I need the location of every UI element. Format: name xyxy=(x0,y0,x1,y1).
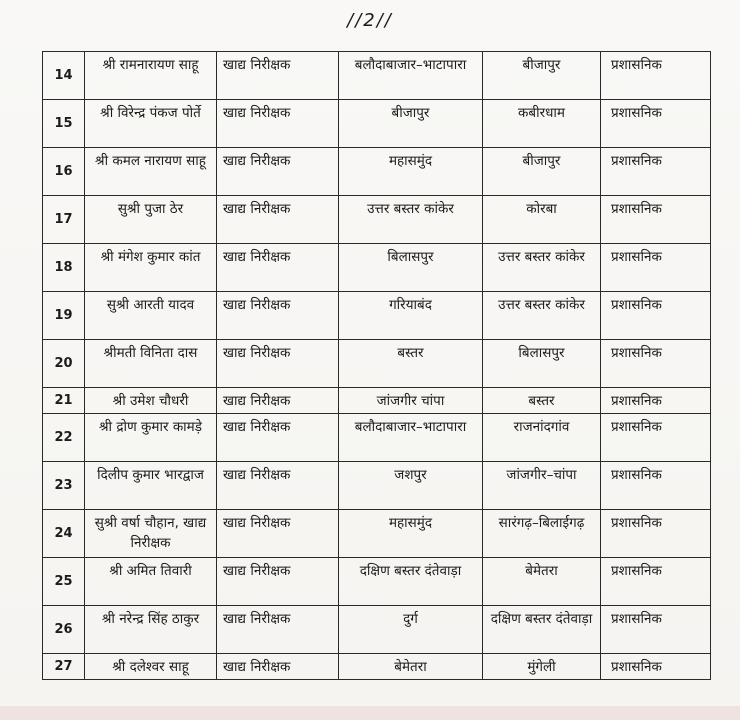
cell-current-posting: गरियाबंद xyxy=(339,292,483,340)
cell-transfer-type: प्रशासनिक xyxy=(601,388,711,414)
cell-serial-number: 27 xyxy=(43,654,85,680)
cell-serial-number: 20 xyxy=(43,340,85,388)
table-row xyxy=(43,606,711,654)
cell-officer-name: सुश्री आरती यादव xyxy=(85,292,217,340)
cell-serial-number: 25 xyxy=(43,558,85,606)
table-row xyxy=(43,462,711,510)
cell-serial-number: 17 xyxy=(43,196,85,244)
cell-transferred-to: उत्तर बस्तर कांकेर xyxy=(483,244,601,292)
cell-transferred-to: बिलासपुर xyxy=(483,340,601,388)
cell-officer-name: श्री दलेश्वर साहू xyxy=(85,654,217,680)
table-row xyxy=(43,100,711,148)
table-row xyxy=(43,196,711,244)
cell-serial-number: 16 xyxy=(43,148,85,196)
cell-transferred-to: कोरबा xyxy=(483,196,601,244)
cell-transfer-type: प्रशासनिक xyxy=(601,510,711,558)
table-row xyxy=(43,340,711,388)
table-row xyxy=(43,244,711,292)
table-row xyxy=(43,558,711,606)
cell-current-posting: बिलासपुर xyxy=(339,244,483,292)
cell-transfer-type: प्रशासनिक xyxy=(601,244,711,292)
cell-officer-name: श्री नरेन्द्र सिंह ठाकुर xyxy=(85,606,217,654)
cell-current-posting: जांजगीर चांपा xyxy=(339,388,483,414)
cell-designation: खाद्य निरीक्षक xyxy=(217,462,339,510)
cell-officer-name: सुश्री पुजा ठेर xyxy=(85,196,217,244)
cell-transfer-type: प्रशासनिक xyxy=(601,52,711,100)
cell-designation: खाद्य निरीक्षक xyxy=(217,558,339,606)
table-row xyxy=(43,52,711,100)
cell-officer-name: सुश्री वर्षा चौहान, खाद्य निरीक्षक xyxy=(85,510,217,558)
cell-transfer-type: प्रशासनिक xyxy=(601,148,711,196)
cell-transferred-to: कबीरधाम xyxy=(483,100,601,148)
cell-serial-number: 24 xyxy=(43,510,85,558)
cell-serial-number: 15 xyxy=(43,100,85,148)
table-row xyxy=(43,654,711,680)
cell-current-posting: बलौदाबाजार–भाटापारा xyxy=(339,52,483,100)
cell-serial-number: 14 xyxy=(43,52,85,100)
cell-designation: खाद्य निरीक्षक xyxy=(217,100,339,148)
cell-transfer-type: प्रशासनिक xyxy=(601,606,711,654)
cell-designation: खाद्य निरीक्षक xyxy=(217,606,339,654)
cell-serial-number: 22 xyxy=(43,414,85,462)
cell-current-posting: दक्षिण बस्तर दंतेवाड़ा xyxy=(339,558,483,606)
cell-designation: खाद्य निरीक्षक xyxy=(217,292,339,340)
cell-designation: खाद्य निरीक्षक xyxy=(217,244,339,292)
cell-transferred-to: बीजापुर xyxy=(483,148,601,196)
cell-officer-name: श्री अमित तिवारी xyxy=(85,558,217,606)
cell-designation: खाद्य निरीक्षक xyxy=(217,340,339,388)
cell-designation: खाद्य निरीक्षक xyxy=(217,654,339,680)
transfer-table xyxy=(42,51,711,680)
cell-transfer-type: प्रशासनिक xyxy=(601,100,711,148)
cell-designation: खाद्य निरीक्षक xyxy=(217,414,339,462)
cell-designation: खाद्य निरीक्षक xyxy=(217,196,339,244)
cell-serial-number: 18 xyxy=(43,244,85,292)
cell-transferred-to: सारंगढ़–बिलाईगढ़ xyxy=(483,510,601,558)
cell-designation: खाद्य निरीक्षक xyxy=(217,510,339,558)
cell-transferred-to: मुंगेली xyxy=(483,654,601,680)
cell-current-posting: दुर्ग xyxy=(339,606,483,654)
cell-officer-name: श्रीमती विनिता दास xyxy=(85,340,217,388)
page-number: //2// xyxy=(347,10,393,31)
cell-transferred-to: उत्तर बस्तर कांकेर xyxy=(483,292,601,340)
cell-transfer-type: प्रशासनिक xyxy=(601,558,711,606)
cell-transferred-to: बेमेतरा xyxy=(483,558,601,606)
cell-current-posting: महासमुंद xyxy=(339,148,483,196)
cell-transferred-to: बस्तर xyxy=(483,388,601,414)
cell-transferred-to: राजनांदगांव xyxy=(483,414,601,462)
cell-serial-number: 19 xyxy=(43,292,85,340)
cell-officer-name: श्री द्रोण कुमार कामड़े xyxy=(85,414,217,462)
table-row xyxy=(43,388,711,414)
page-bottom-edge xyxy=(0,706,740,720)
cell-current-posting: महासमुंद xyxy=(339,510,483,558)
cell-designation: खाद्य निरीक्षक xyxy=(217,148,339,196)
cell-transfer-type: प्रशासनिक xyxy=(601,196,711,244)
cell-serial-number: 21 xyxy=(43,388,85,414)
table-row xyxy=(43,292,711,340)
cell-transfer-type: प्रशासनिक xyxy=(601,292,711,340)
cell-serial-number: 23 xyxy=(43,462,85,510)
cell-designation: खाद्य निरीक्षक xyxy=(217,388,339,414)
cell-current-posting: उत्तर बस्तर कांकेर xyxy=(339,196,483,244)
cell-officer-name: श्री रामनारायण साहू xyxy=(85,52,217,100)
cell-current-posting: बस्तर xyxy=(339,340,483,388)
table-row xyxy=(43,414,711,462)
cell-current-posting: बेमेतरा xyxy=(339,654,483,680)
cell-officer-name: श्री कमल नारायण साहू xyxy=(85,148,217,196)
cell-current-posting: बीजापुर xyxy=(339,100,483,148)
table-row xyxy=(43,148,711,196)
cell-serial-number: 26 xyxy=(43,606,85,654)
cell-transfer-type: प्रशासनिक xyxy=(601,414,711,462)
cell-officer-name: दिलीप कुमार भारद्वाज xyxy=(85,462,217,510)
cell-current-posting: जशपुर xyxy=(339,462,483,510)
cell-transferred-to: बीजापुर xyxy=(483,52,601,100)
cell-officer-name: श्री मंगेश कुमार कांत xyxy=(85,244,217,292)
cell-transfer-type: प्रशासनिक xyxy=(601,462,711,510)
cell-transferred-to: दक्षिण बस्तर दंतेवाड़ा xyxy=(483,606,601,654)
transfer-table-body xyxy=(43,52,711,680)
cell-officer-name: श्री उमेश चौधरी xyxy=(85,388,217,414)
cell-transferred-to: जांजगीर–चांपा xyxy=(483,462,601,510)
cell-current-posting: बलौदाबाजार–भाटापारा xyxy=(339,414,483,462)
table-row xyxy=(43,510,711,558)
cell-officer-name: श्री विरेन्द्र पंकज पोर्ते xyxy=(85,100,217,148)
cell-transfer-type: प्रशासनिक xyxy=(601,340,711,388)
cell-designation: खाद्य निरीक्षक xyxy=(217,52,339,100)
cell-transfer-type: प्रशासनिक xyxy=(601,654,711,680)
